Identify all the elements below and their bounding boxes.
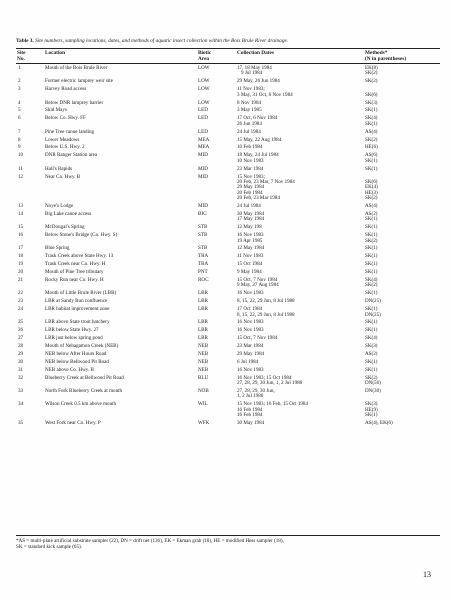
collection-method: SK(1): [365, 245, 378, 252]
collection-date: 15 Oct 1984: [237, 261, 263, 268]
site-location: Mouth of the Bois Brule River: [45, 65, 108, 71]
biotic-area: ROC: [198, 277, 209, 283]
collection-date: 11 Nov 1983;: [237, 86, 265, 93]
collection-date: 3 May, 31 Oct, 6 Nov 1984: [237, 91, 293, 98]
site-location: LBR above State trout hatchery: [45, 319, 110, 326]
site-number: 20: [18, 269, 24, 276]
biotic-area: NEB: [198, 358, 209, 365]
biotic-area: LOW: [198, 99, 210, 106]
header-site-no-line1: Site: [17, 50, 26, 56]
biotic-area: NEB: [198, 366, 209, 373]
site-number: 11: [18, 165, 23, 172]
site-number: 8: [18, 136, 21, 143]
site-number: 6: [18, 115, 21, 122]
biotic-area: TRA: [198, 253, 209, 260]
site-location: McDougal's Spring: [45, 224, 85, 231]
site-location: NEB below Bellwood Pit Road: [45, 358, 109, 365]
collection-date: 19 Apr 1985: [237, 237, 263, 244]
collection-method: SK(2): [365, 78, 378, 85]
collection-method: SK(3): [365, 401, 378, 408]
site-location: Noye's Lodge: [45, 203, 74, 209]
collection-date: 18 May, 24 Jul 1984: [237, 152, 279, 159]
biotic-area: LBR: [198, 290, 208, 297]
collection-date: 15 May, 22 Aug 1984: [237, 136, 282, 143]
site-location: Pine Tree canoe landing: [45, 128, 95, 135]
collection-method: SK(1): [365, 366, 378, 373]
collection-method: SK(1): [365, 269, 378, 276]
collection-date: 16 Nov 1983; 15 Oct 1984: [237, 374, 292, 381]
collection-date: 20 Feb, 23 Mar 1984: [237, 195, 280, 202]
collection-date: 11 Nov 1983: [237, 253, 264, 260]
biotic-area: NEB: [198, 343, 209, 350]
site-number: 30: [18, 358, 24, 365]
footnote-line-2: SK = standard kick sample (65).: [16, 544, 82, 550]
footnote-line-1: *AS = multi-plate artificial substrate sampler (22), DN = drift net (136), EK = Ekman grab (18), HE = modified Hess sampler (18),: [16, 538, 284, 544]
collection-date: 9 Jul 1984: [241, 70, 263, 77]
site-location: NEB below After Hours Road: [45, 351, 107, 357]
collection-method: SK(1): [365, 107, 378, 114]
collection-method: AS(2): [365, 210, 378, 217]
collection-method: EK(8): [365, 65, 378, 71]
collection-date: 24 Jul 1984: [237, 203, 261, 209]
site-location: Mouth of Little Brule River (LBR): [45, 290, 117, 297]
site-number: 25: [18, 319, 24, 326]
site-location: Harvey Road access: [45, 86, 87, 93]
collection-method: HE(3): [365, 189, 378, 196]
site-location: Rocky Run near Co. Hwy. H: [45, 277, 104, 283]
site-number: 24: [18, 306, 24, 313]
collection-date: 23 Mar 1984: [237, 165, 264, 172]
collection-method: SK(1): [365, 358, 378, 365]
site-location: LBR just below spring pond: [45, 335, 103, 342]
collection-method: SK(1): [365, 261, 378, 268]
site-number: 22: [18, 290, 24, 297]
collection-date: 8, 15, 22, 29 Jun, 8 Jul 1988: [237, 298, 295, 305]
collection-date: 15 Nov 1983; 16 Feb, 15 Oct 1984: [237, 401, 309, 408]
collection-date: 24 Jul 1984: [237, 128, 261, 135]
site-location: Trask Creek near Co. Hwy. H: [45, 261, 106, 268]
collection-date: 29 May 1984: [237, 351, 265, 357]
collection-date: 8, 15, 22, 29 Jun, 8 Jul 1988: [237, 311, 295, 318]
site-number: 17: [18, 245, 24, 252]
site-number: 27: [18, 335, 24, 342]
collection-date: 12 May 198: [237, 224, 262, 231]
collection-date: 17 May 1984: [237, 216, 265, 223]
collection-method: SK(1): [365, 412, 378, 419]
site-number: 1: [18, 65, 21, 71]
collection-date: 26 Jun 1984: [237, 120, 262, 127]
site-location: Wilson Creek 0.5 km above mouth: [45, 401, 117, 408]
site-location: Former electric lamprey weir site: [45, 78, 113, 85]
collection-date: 30 May 1984: [237, 420, 265, 426]
collection-method: SK(1): [365, 224, 378, 231]
collection-method: SK(3): [365, 99, 378, 106]
collection-method: SK(2): [365, 70, 378, 77]
biotic-area: BLU: [198, 374, 209, 381]
collection-date: 16 Nov 1983: [237, 290, 264, 297]
collection-method: SK(3): [365, 343, 378, 350]
site-location: LBR habitat improvement zone: [45, 306, 110, 313]
site-location: Hall's Rapids: [45, 165, 73, 172]
header-site-no-line2: No.: [17, 56, 25, 62]
collection-method: DN(30): [365, 388, 381, 394]
site-location: Below U.S. Hwy. 2: [45, 144, 85, 151]
header-methods-line1: Methods*: [365, 50, 388, 56]
biotic-area: WIL: [198, 401, 208, 408]
collection-method: HE(9): [365, 406, 378, 413]
collection-date: 12 May 1984: [237, 245, 265, 252]
site-location: NEB above Co. Hwy. B: [45, 366, 94, 373]
biotic-area: MEA: [198, 136, 210, 143]
collection-method: EK(4): [365, 184, 378, 191]
site-number: 28: [18, 343, 24, 350]
biotic-area: NOB: [198, 388, 209, 394]
header-methods-line2: (N in parentheses): [365, 56, 407, 62]
collection-method: SK(2): [365, 237, 378, 244]
collection-method: SK(2): [365, 136, 378, 143]
collection-date: 9 May 1984: [237, 269, 262, 276]
collection-method: SK(1): [365, 306, 378, 313]
site-number: 12: [18, 173, 24, 180]
collection-date: 16 Nov 1983: [237, 232, 264, 239]
collection-date: 27, 28, 29, 30 Jun, 1, 2 Jul 1986: [237, 380, 303, 387]
site-number: 10: [18, 152, 24, 159]
biotic-area: LOW: [198, 65, 210, 71]
site-number: 33: [18, 388, 24, 394]
site-number: 3: [18, 86, 21, 93]
biotic-area: MID: [198, 165, 208, 172]
site-location: LBR at Sandy Run confluence: [45, 298, 108, 305]
biotic-area: LBR: [198, 335, 208, 342]
site-number: 26: [18, 327, 24, 334]
biotic-area: MID: [198, 173, 208, 180]
table-footnote: [16, 538, 442, 550]
site-location: West Fork near Co. Hwy. P: [45, 420, 101, 426]
biotic-area: LED: [198, 115, 208, 122]
site-location: Lower Meadows: [45, 136, 80, 143]
site-location: Below Co. Hwy. FF: [45, 115, 86, 122]
collection-date: 9 May, 27 Aug 1984: [237, 282, 279, 289]
site-location: DNR Ranger Station area: [45, 152, 98, 159]
site-number: 23: [18, 298, 24, 305]
collection-method: DN(25): [365, 311, 381, 318]
collection-method: SK(1): [365, 253, 378, 260]
collection-method: SK(1): [365, 157, 378, 164]
biotic-area: BIG: [198, 210, 207, 217]
page-number: 13: [423, 570, 431, 579]
biotic-area: LBR: [198, 319, 208, 326]
site-number: 34: [18, 401, 24, 408]
site-number: 35: [18, 420, 24, 426]
site-number: 2: [18, 78, 21, 85]
site-number: 32: [18, 374, 24, 381]
biotic-area: LED: [198, 107, 208, 114]
collection-method: SK(4): [365, 335, 378, 342]
site-location: Trask Creek above State Hwy. 13: [45, 253, 114, 260]
biotic-area: PNT: [198, 269, 208, 276]
biotic-area: NEB: [198, 351, 209, 357]
site-number: 18: [18, 253, 24, 260]
biotic-area: MID: [198, 152, 208, 159]
site-number: 4: [18, 99, 21, 106]
collection-method: AS(6): [365, 152, 378, 159]
collection-date: 10 Nov 1983: [237, 157, 264, 164]
collection-method: DN(56): [365, 380, 381, 387]
table-bottom-rule: [16, 535, 440, 536]
biotic-area: LOW: [198, 86, 210, 93]
collection-date: 6 Jul 1984: [237, 358, 259, 365]
site-location: Mouth of Nebagamon Creek (NEB): [45, 343, 119, 350]
site-location: Blue Spring: [45, 245, 70, 252]
site-number: 19: [18, 261, 24, 268]
header-collection-dates-line2: Collection Dates: [237, 50, 274, 56]
site-number: 13: [18, 203, 24, 209]
collection-date: 15 Oct, 7 Nov 1984: [237, 335, 278, 342]
collection-method: SK(4): [365, 277, 378, 283]
site-location: Mouth of Pine Tree tributary: [45, 269, 104, 276]
collection-date: 23 Mar 1984: [237, 343, 264, 350]
collection-method: SK(2): [365, 282, 378, 289]
collection-method: SK(6): [365, 178, 378, 185]
site-location: Skid Mays: [45, 107, 67, 114]
site-location: Big Lake canoe access: [45, 210, 92, 217]
site-location: North Fork Blueberry Creek at mouth: [45, 388, 123, 394]
site-number: 9: [18, 144, 21, 151]
site-number: 31: [18, 366, 24, 373]
biotic-area: STB: [198, 245, 208, 252]
biotic-area: TRA: [198, 261, 209, 268]
collection-date: 16 Nov 1983: [237, 319, 264, 326]
site-location: Blueberry Creek at Bellwood Pit Road: [45, 374, 124, 381]
collection-method: SK(2): [365, 195, 378, 202]
table-label: Table 3.: [16, 38, 34, 44]
site-location: Below DNR lamprey barrier: [45, 99, 104, 106]
biotic-area: LED: [198, 128, 208, 135]
site-number: 29: [18, 351, 24, 357]
site-location: Near Co. Hwy. B: [45, 173, 81, 180]
collection-date: 3 May 1985: [237, 107, 262, 114]
header-location-line2: Location: [45, 50, 66, 56]
collection-date: 16 Nov 1983: [237, 327, 264, 334]
collection-method: SK(6): [365, 91, 378, 98]
header-biotic-area-line1: Biotic: [198, 50, 212, 56]
site-number: 7: [18, 128, 21, 135]
collection-method: AS(4): [365, 203, 378, 209]
biotic-area: LBR: [198, 298, 208, 305]
site-number: 21: [18, 277, 24, 283]
site-number: 5: [18, 107, 21, 114]
collection-date: 17, 18 May 1984: [237, 65, 272, 71]
collection-method: SK(1): [365, 165, 378, 172]
collection-date: 20 Feb, 23 Mar, 7 Nov 1984: [237, 178, 295, 185]
collection-method: HE(6): [365, 144, 378, 151]
collection-method: AS(4): [365, 128, 378, 135]
biotic-area: STB: [198, 232, 208, 239]
biotic-area: STB: [198, 224, 208, 231]
biotic-area: LOW: [198, 78, 210, 85]
biotic-area: MID: [198, 203, 208, 209]
collection-date: 10 Feb 1984: [237, 144, 263, 151]
collection-method: AS(4), EK(6): [365, 420, 393, 426]
collection-method: SK(1): [365, 327, 378, 334]
collection-date: 15 Nov 1983;: [237, 173, 266, 180]
collection-date: 1, 2 Jul 1986: [237, 393, 264, 400]
collection-date: 29 May 1984: [237, 184, 265, 191]
collection-method: DN(25): [365, 298, 381, 305]
collection-date: 20 Feb 1984: [237, 189, 263, 196]
collection-date: 30 May 1984: [237, 210, 265, 217]
biotic-area: LBR: [198, 327, 208, 334]
collection-date: 29 May, 26 Jun 1984: [237, 78, 280, 85]
collection-date: 17 Oct, 6 Nov 1984: [237, 115, 278, 122]
collection-date: 16 Feb 1984: [237, 406, 263, 413]
site-number: 15: [18, 224, 24, 231]
collection-method: SK(4): [365, 115, 378, 122]
table-caption-text: Site numbers, sampling locations, dates, and methods of aquatic insect collection within the Bois Brule River drainage.: [35, 38, 289, 44]
collection-method: SK(1): [365, 232, 378, 239]
site-number: 14: [18, 210, 24, 217]
collection-method: SK(1): [365, 216, 378, 223]
site-location: Below Stone's Bridge (Co. Hwy. S): [45, 232, 118, 239]
site-location: LBR below State Hwy. 27: [45, 327, 99, 334]
collection-date: 27, 28, 29, 30 Jun,: [237, 388, 275, 394]
collection-date: 17 Oct 1984: [237, 306, 263, 313]
biotic-area: MEA: [198, 144, 210, 151]
collection-method: SK(1): [365, 319, 378, 326]
biotic-area: WFK: [198, 420, 210, 426]
collection-method: SK(1): [365, 290, 378, 297]
collection-date: 15 Oct, 7 Nov 1984: [237, 277, 278, 283]
site-number: 16: [18, 232, 24, 239]
collection-date: 16 Feb 1984: [237, 412, 263, 419]
header-biotic-area-line2: Area: [198, 56, 210, 62]
collection-date: 8 Nov 1984: [237, 99, 262, 106]
biotic-area: LBR: [198, 306, 208, 313]
collection-date: 16 Nov 1983: [237, 366, 264, 373]
collection-method: AS(2): [365, 351, 378, 357]
collection-method: SK(2): [365, 374, 378, 381]
collection-method: SK(1): [365, 120, 378, 127]
